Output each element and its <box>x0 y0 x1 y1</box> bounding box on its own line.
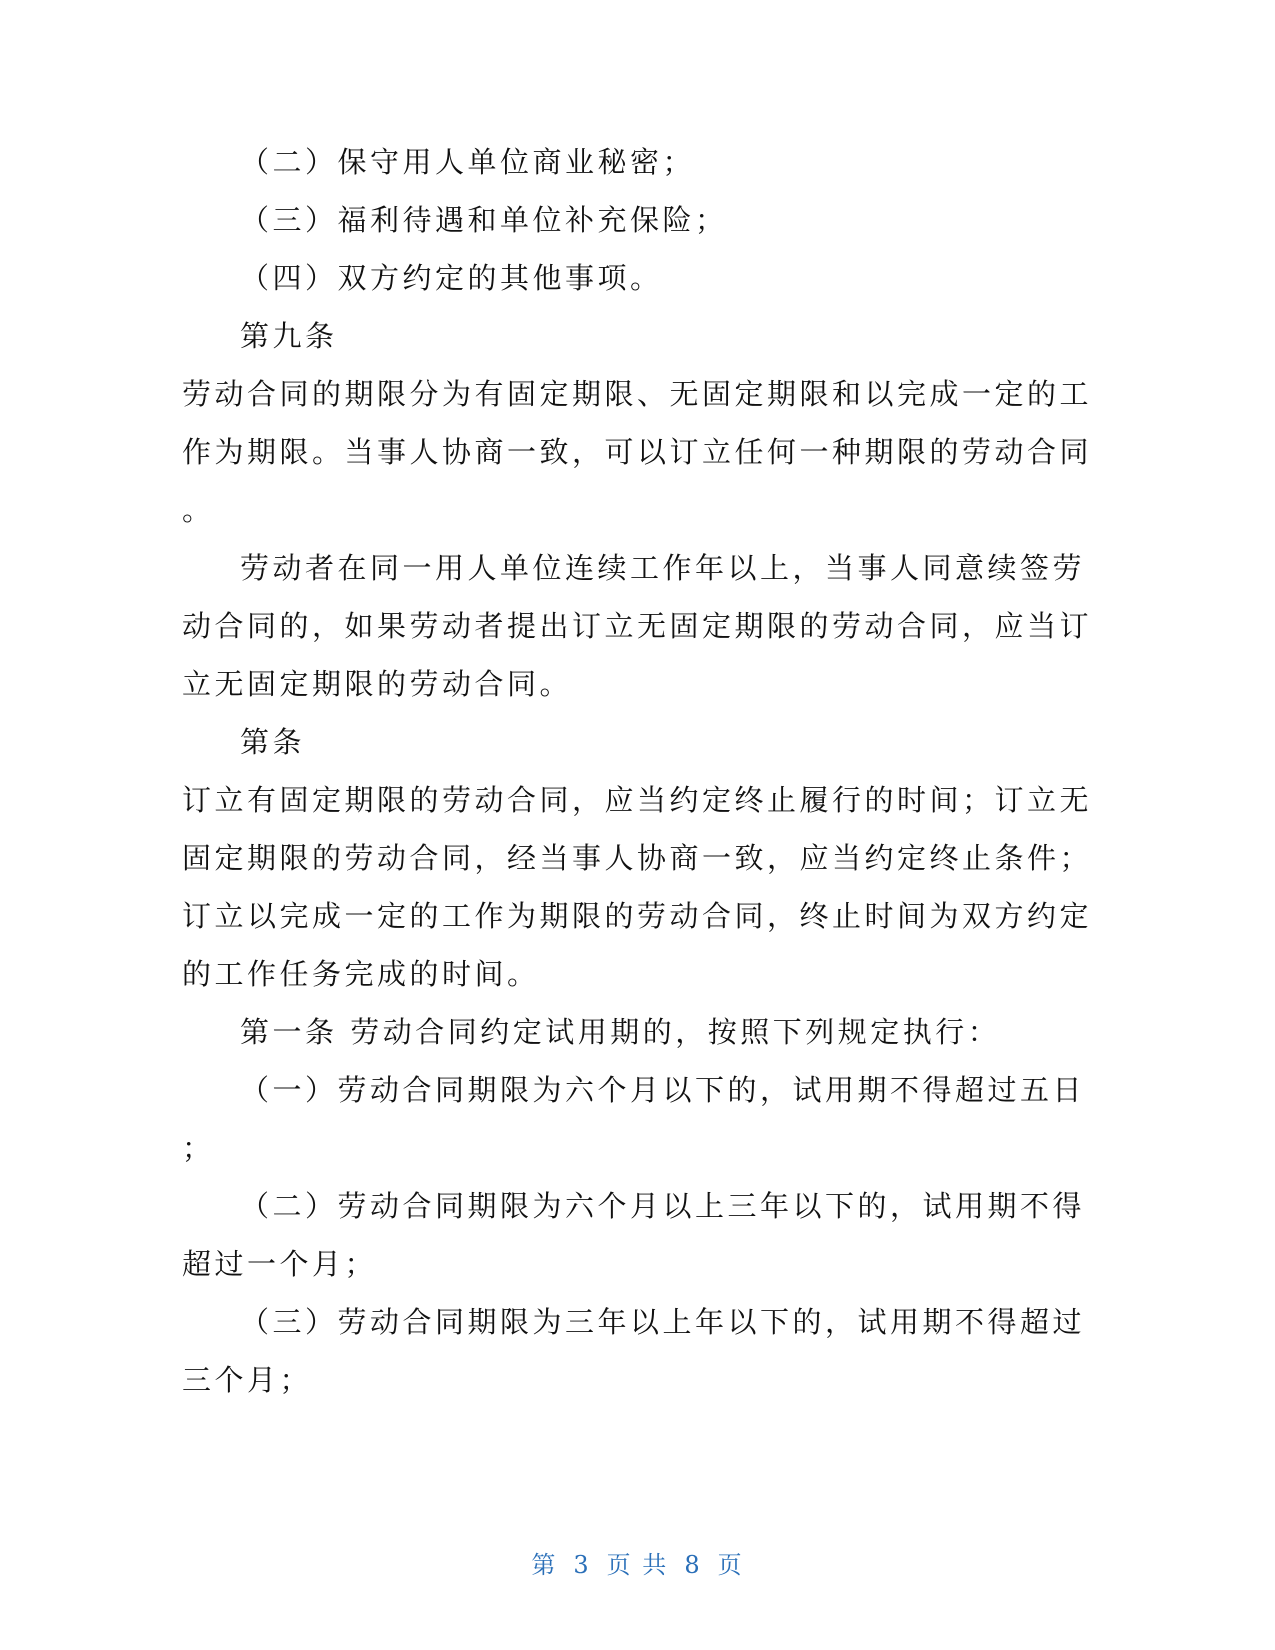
footer-middle: 页 共 <box>606 1551 669 1579</box>
text-line: 。 <box>182 493 215 527</box>
text-line: （三）劳动合同期限为三年以上年以下的，试用期不得超过 <box>240 1305 1086 1339</box>
text-line: 超过一个月； <box>182 1247 378 1281</box>
text-line: （四）双方约定的其他事项。 <box>240 261 663 295</box>
footer-prefix: 第 <box>531 1551 558 1579</box>
text-line: 动合同的，如果劳动者提出订立无固定期限的劳动合同，应当订 <box>182 609 1093 643</box>
text-line: 订立以完成一定的工作为期限的劳动合同，终止时间为双方约定 <box>182 899 1093 933</box>
text-line: （三）福利待遇和单位补充保险； <box>240 203 728 237</box>
text-line: 劳动者在同一用人单位连续工作年以上，当事人同意续签劳 <box>240 551 1086 585</box>
text-line: 订立有固定期限的劳动合同，应当约定终止履行的时间；订立无 <box>182 783 1093 817</box>
text-line: 三个月； <box>182 1363 313 1397</box>
text-line: 立无固定期限的劳动合同。 <box>182 667 573 701</box>
article-heading: 第九条 <box>240 319 338 353</box>
text-line: 劳动合同的期限分为有固定期限、无固定期限和以完成一定的工 <box>182 377 1093 411</box>
text-line: （二）保守用人单位商业秘密； <box>240 145 696 179</box>
text-line: （二）劳动合同期限为六个月以上三年以下的，试用期不得 <box>240 1189 1086 1223</box>
text-line: ； <box>182 1131 215 1165</box>
total-pages-number: 8 <box>684 1551 702 1579</box>
text-line: 第一条 劳动合同约定试用期的，按照下列规定执行： <box>240 1015 1001 1049</box>
text-line: （一）劳动合同期限为六个月以下的，试用期不得超过五日 <box>240 1073 1086 1107</box>
page-footer <box>0 1545 1275 1580</box>
footer-suffix: 页 <box>717 1551 744 1579</box>
article-heading: 第条 <box>240 725 306 759</box>
text-line: 固定期限的劳动合同，经当事人协商一致，应当约定终止条件； <box>182 841 1093 875</box>
current-page-number: 3 <box>573 1551 591 1579</box>
text-line: 作为期限。当事人协商一致，可以订立任何一种期限的劳动合同 <box>182 435 1093 469</box>
text-line: 的工作任务完成的时间。 <box>182 957 540 991</box>
